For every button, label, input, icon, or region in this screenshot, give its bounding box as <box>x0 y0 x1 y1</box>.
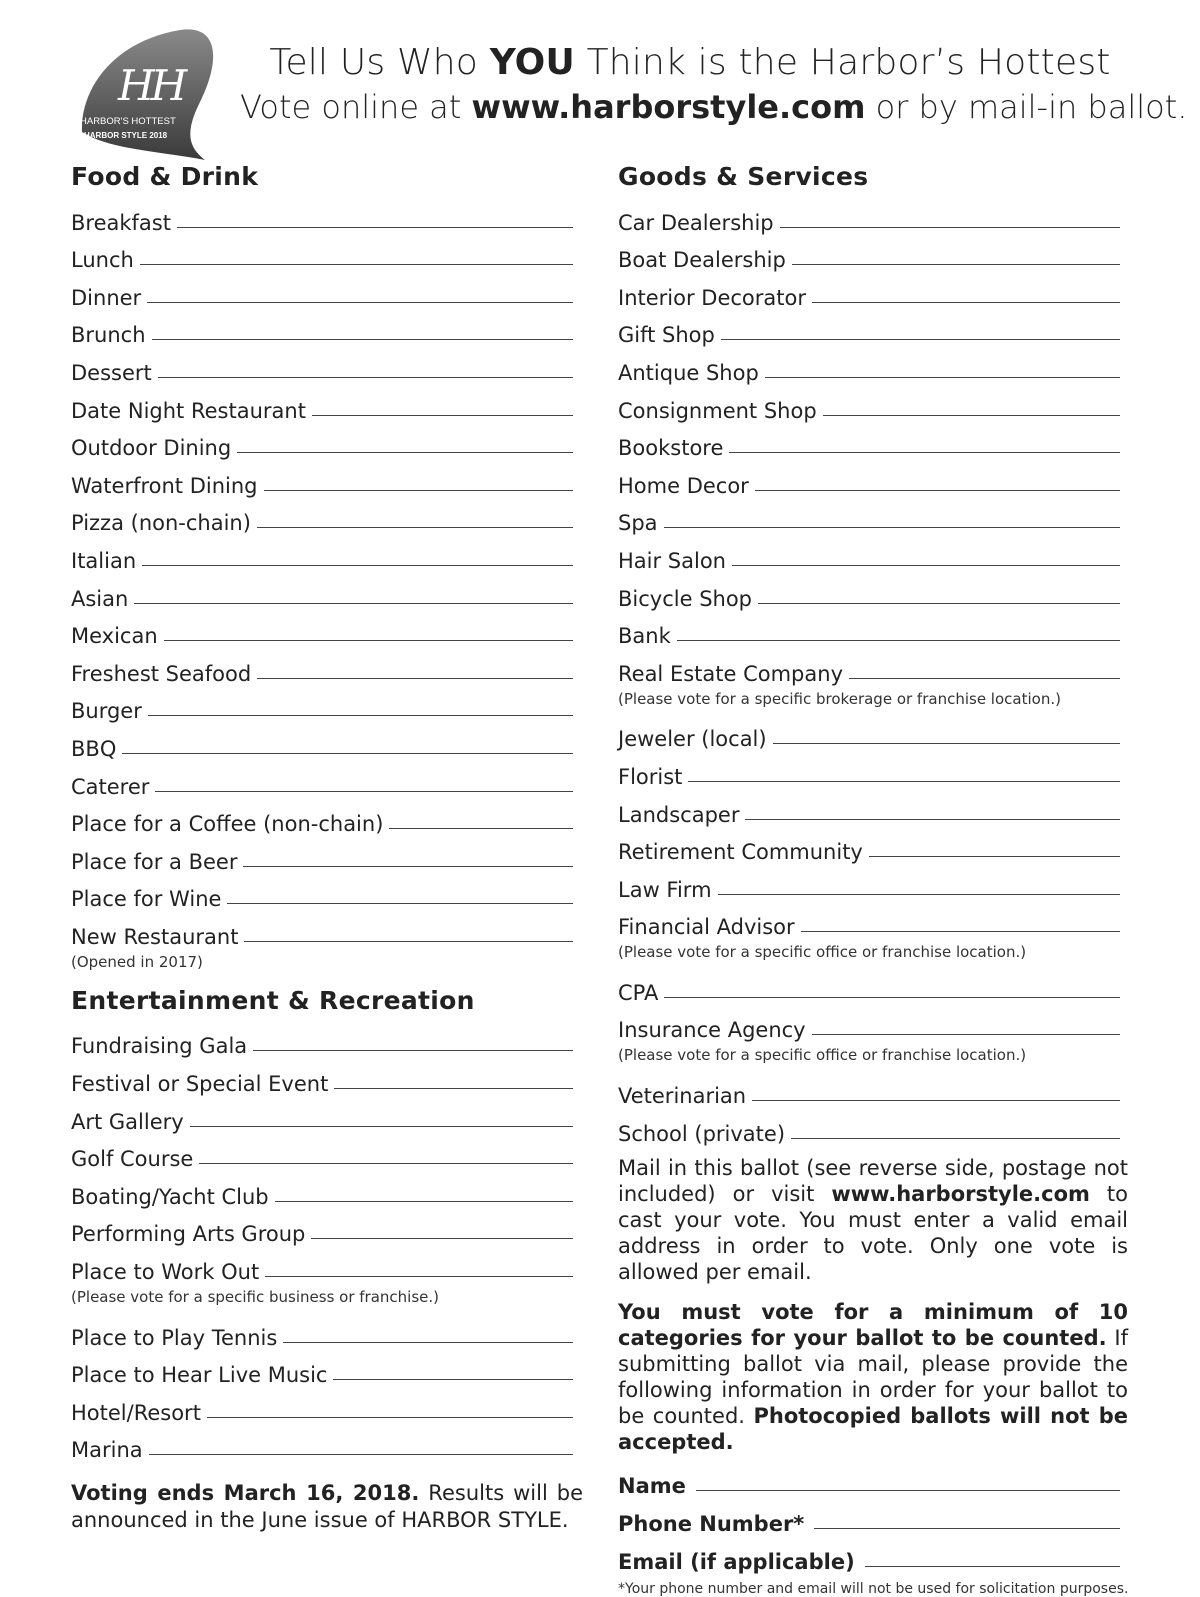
ballot-category-field[interactable] <box>618 574 1120 612</box>
ballot-category-field[interactable] <box>71 837 573 875</box>
category-label: Dinner <box>71 285 142 310</box>
vote-input-line[interactable] <box>243 865 573 867</box>
goods-list-c <box>618 968 1120 1043</box>
category-label: Place to Work Out <box>71 1260 260 1285</box>
category-label: Financial Advisor <box>618 915 795 940</box>
vote-input-line[interactable] <box>140 263 573 265</box>
vote-input-line[interactable] <box>264 489 574 491</box>
vote-input-line[interactable] <box>721 338 1120 340</box>
harbors-hottest-logo <box>70 22 220 162</box>
category-label: New Restaurant <box>71 924 239 949</box>
ballot-category-field[interactable] <box>71 687 573 725</box>
category-label: Boating/Yacht Club <box>71 1184 269 1209</box>
vote-input-line[interactable] <box>752 1099 1120 1101</box>
ballot-category-field[interactable] <box>618 828 1120 866</box>
vote-input-line[interactable] <box>812 1033 1120 1035</box>
category-label: Retirement Community <box>618 840 863 865</box>
ballot-category-field[interactable] <box>71 724 573 762</box>
category-label: CPA <box>618 980 659 1005</box>
voting-ends-text: Voting ends March 16, 2018. Results will be announced in the June issue of HARBOR STYLE. <box>71 1481 583 1532</box>
vote-input-line[interactable] <box>729 451 1120 453</box>
category-label: Landscaper <box>618 802 740 827</box>
category-label: Place for Wine <box>71 887 222 912</box>
entertainment-list-a <box>71 1022 573 1285</box>
category-label: Waterfront Dining <box>71 473 258 498</box>
vote-input-line[interactable] <box>664 996 1120 998</box>
category-label: Date Night Restaurant <box>71 398 306 423</box>
logo-monogram: HH <box>118 61 184 110</box>
category-label: Fundraising Gala <box>71 1034 248 1059</box>
vote-input-line[interactable] <box>265 1275 573 1277</box>
ballot-category-field[interactable] <box>71 1313 573 1351</box>
category-label: Pizza (non-chain) <box>71 511 251 536</box>
category-label: Interior Decorator <box>618 285 806 310</box>
new-restaurant-note: (Opened in 2017) <box>71 952 203 971</box>
vote-input-line[interactable] <box>257 526 573 528</box>
section-title-entertainment: Entertainment & Recreation <box>71 985 475 1015</box>
ballot-category-field[interactable] <box>618 1109 1120 1147</box>
vote-input-line[interactable] <box>312 414 573 416</box>
vote-input-line[interactable] <box>333 1378 573 1380</box>
headline-line1: Tell Us Who YOU Think is the Harbor’s Hottest <box>269 42 1111 83</box>
category-label: Law Firm <box>618 877 712 902</box>
vote-input-line[interactable] <box>801 930 1120 932</box>
ballot-category-field[interactable] <box>618 752 1120 790</box>
vote-input-line[interactable] <box>765 376 1120 378</box>
category-label: Boat Dealership <box>618 248 786 273</box>
category-label: Freshest Seafood <box>71 661 252 686</box>
work-out-note: (Please vote for a specific business or franchise.) <box>71 1288 440 1307</box>
category-label: Hair Salon <box>618 548 726 573</box>
category-label: Veterinarian <box>618 1084 747 1109</box>
category-label: Burger <box>71 699 142 724</box>
category-label: Golf Course <box>71 1147 194 1172</box>
vote-input-line[interactable] <box>389 827 573 829</box>
ballot-category-field[interactable] <box>618 348 1120 386</box>
vote-input-line[interactable] <box>677 639 1120 641</box>
email-label: Email (if applicable) <box>618 1549 855 1574</box>
ballot-category-field[interactable] <box>71 574 573 612</box>
vote-input-line[interactable] <box>142 564 573 566</box>
ballot-category-field[interactable] <box>71 273 573 311</box>
category-label: Antique Shop <box>618 360 759 385</box>
vote-input-line[interactable] <box>791 1137 1120 1139</box>
vote-input-line[interactable] <box>199 1162 573 1164</box>
category-label: Festival or Special Event <box>71 1072 329 1097</box>
ballot-category-field[interactable] <box>71 1247 573 1285</box>
ballot-category-field[interactable] <box>618 273 1120 311</box>
name-input-line[interactable] <box>696 1489 1120 1491</box>
vote-input-line[interactable] <box>134 602 573 604</box>
financial-advisor-note: (Please vote for a specific office or franchise location.) <box>618 943 1027 962</box>
vote-input-line[interactable] <box>147 301 573 303</box>
ballot-category-field[interactable] <box>71 1388 573 1426</box>
ballot-category-field[interactable] <box>618 236 1120 274</box>
category-label: Spa <box>618 511 658 536</box>
ballot-category-field[interactable] <box>71 912 573 950</box>
ballot-category-field[interactable] <box>71 762 573 800</box>
vote-input-line[interactable] <box>780 226 1120 228</box>
ballot-category-field[interactable] <box>618 649 1120 687</box>
vote-input-line[interactable] <box>773 742 1120 744</box>
category-label: Bookstore <box>618 436 724 461</box>
email-input-line[interactable] <box>865 1565 1120 1567</box>
vote-input-line[interactable] <box>664 526 1120 528</box>
category-label: Brunch <box>71 323 146 348</box>
ballot-category-field[interactable] <box>618 790 1120 828</box>
category-label: Insurance Agency <box>618 1018 806 1043</box>
entertainment-list-b <box>71 1313 573 1463</box>
name-label: Name <box>618 1473 686 1498</box>
phone-label: Phone Number* <box>618 1511 805 1536</box>
ballot-category-field[interactable] <box>71 198 573 236</box>
name-field[interactable] <box>618 1461 1120 1499</box>
ballot-category-field[interactable] <box>618 386 1120 424</box>
ballot-category-field[interactable] <box>71 424 573 462</box>
category-label: Italian <box>71 548 137 573</box>
vote-input-line[interactable] <box>253 1049 573 1051</box>
email-field[interactable] <box>618 1537 1120 1575</box>
ballot-category-field[interactable] <box>71 1210 573 1248</box>
ballot-category-field[interactable] <box>71 461 573 499</box>
category-label: Mexican <box>71 624 158 649</box>
vote-input-line[interactable] <box>311 1237 573 1239</box>
vote-input-line[interactable] <box>758 602 1120 604</box>
mail-instructions: Mail in this ballot (see reverse side, postage not included) or visit www.harborstyle.com to cast your vote. You must enter a valid email address in order to vote. Only one vote is allowed per email. <box>618 1155 1128 1284</box>
vote-input-line[interactable] <box>718 893 1120 895</box>
category-label: Jeweler (local) <box>618 727 767 752</box>
vote-input-line[interactable] <box>283 1341 573 1343</box>
ballot-category-field[interactable] <box>71 386 573 424</box>
category-label: Breakfast <box>71 210 171 235</box>
left-column <box>71 160 573 1463</box>
ballot-category-field[interactable] <box>71 236 573 274</box>
vote-input-line[interactable] <box>334 1087 573 1089</box>
category-label: Real Estate Company <box>618 661 843 686</box>
headline-line2: Vote online at www.harborstyle.com or by mail-in ballot. <box>240 88 1188 126</box>
ballot-category-field[interactable] <box>71 499 573 537</box>
ballot-category-field[interactable] <box>71 1426 573 1464</box>
category-label: Home Decor <box>618 473 749 498</box>
privacy-footnote: *Your phone number and email will not be used for solicitation purposes. <box>618 1580 1129 1597</box>
category-label: Car Dealership <box>618 210 774 235</box>
ballot-category-field[interactable] <box>71 800 573 838</box>
category-label: Gift Shop <box>618 323 715 348</box>
section-title-goods-services: Goods & Services <box>618 162 869 191</box>
goods-list-d <box>618 1071 1120 1146</box>
vote-input-line[interactable] <box>155 790 573 792</box>
vote-input-line[interactable] <box>812 301 1120 303</box>
ballot-category-field[interactable] <box>618 461 1120 499</box>
insurance-note: (Please vote for a specific office or franchise location.) <box>618 1046 1027 1065</box>
phone-field[interactable] <box>618 1499 1120 1537</box>
category-label: Marina <box>71 1438 143 1463</box>
ballot-category-field[interactable] <box>618 198 1120 236</box>
vote-input-line[interactable] <box>755 489 1120 491</box>
ballot-category-field[interactable] <box>618 715 1120 753</box>
vote-input-line[interactable] <box>122 752 573 754</box>
ballot-category-field[interactable] <box>618 499 1120 537</box>
ballot-category-field[interactable] <box>71 649 573 687</box>
logo-line2: HARBOR STYLE 2018 <box>84 131 168 140</box>
category-label: Art Gallery <box>71 1109 184 1134</box>
section-title-food-drink: Food & Drink <box>71 162 259 191</box>
vote-input-line[interactable] <box>148 714 573 716</box>
requirements-text: You must vote for a minimum of 10 categories for your ballot to be counted. If submitting ballot via mail, please provide the following information in order for your ballot to be counted. Photocopied ballots will not be accepted. <box>618 1299 1128 1454</box>
vote-input-line[interactable] <box>227 902 573 904</box>
vote-input-line[interactable] <box>745 818 1120 820</box>
phone-input-line[interactable] <box>814 1527 1120 1529</box>
ballot-category-field[interactable] <box>71 311 573 349</box>
ballot-category-field[interactable] <box>71 1172 573 1210</box>
ballot-category-field[interactable] <box>71 1097 573 1135</box>
category-label: Asian <box>71 586 129 611</box>
category-label: Place for a Beer <box>71 849 238 874</box>
vote-input-line[interactable] <box>823 414 1120 416</box>
ballot-category-field[interactable] <box>71 1135 573 1173</box>
vote-input-line[interactable] <box>257 677 573 679</box>
ballot-category-field[interactable] <box>618 311 1120 349</box>
ballot-category-field[interactable] <box>71 612 573 650</box>
ballot-category-field[interactable] <box>71 348 573 386</box>
vote-input-line[interactable] <box>275 1200 573 1202</box>
ballot-category-field[interactable] <box>618 536 1120 574</box>
ballot-category-field[interactable] <box>618 1006 1120 1044</box>
category-label: Place to Play Tennis <box>71 1325 278 1350</box>
ballot-category-field[interactable] <box>618 903 1120 941</box>
food-drink-list <box>71 198 573 950</box>
ballot-category-field[interactable] <box>618 612 1120 650</box>
goods-list-b <box>618 715 1120 941</box>
category-label: Consignment Shop <box>618 398 817 423</box>
vote-input-line[interactable] <box>732 564 1120 566</box>
category-label: Place for a Coffee (non-chain) <box>71 812 384 837</box>
category-label: Caterer <box>71 774 150 799</box>
vote-input-line[interactable] <box>688 780 1120 782</box>
ballot-category-field[interactable] <box>71 1351 573 1389</box>
vote-input-line[interactable] <box>237 451 573 453</box>
vote-input-line[interactable] <box>207 1416 573 1418</box>
vote-input-line[interactable] <box>158 376 573 378</box>
ballot-category-field[interactable] <box>618 865 1120 903</box>
vote-input-line[interactable] <box>190 1125 573 1127</box>
vote-input-line[interactable] <box>869 855 1120 857</box>
vote-input-line[interactable] <box>177 226 573 228</box>
category-label: Performing Arts Group <box>71 1222 306 1247</box>
category-label: Dessert <box>71 360 152 385</box>
category-label: Florist <box>618 764 683 789</box>
ballot-category-field[interactable] <box>71 1022 573 1060</box>
ballot-category-field[interactable] <box>71 875 573 913</box>
category-label: Lunch <box>71 248 134 273</box>
logo-line1: HARBOR'S HOTTEST <box>80 116 176 127</box>
ballot-category-field[interactable] <box>71 536 573 574</box>
vote-input-line[interactable] <box>792 263 1120 265</box>
vote-input-line[interactable] <box>152 338 573 340</box>
ballot-category-field[interactable] <box>618 968 1120 1006</box>
category-label: School (private) <box>618 1121 786 1146</box>
real-estate-note: (Please vote for a specific brokerage or franchise location.) <box>618 689 1061 708</box>
category-label: Outdoor Dining <box>71 436 232 461</box>
ballot-category-field[interactable] <box>618 424 1120 462</box>
ballot-category-field[interactable] <box>71 1059 573 1097</box>
category-label: Place to Hear Live Music <box>71 1363 328 1388</box>
goods-list-a <box>618 198 1120 687</box>
category-label: BBQ <box>71 736 117 761</box>
right-column <box>618 160 1129 1597</box>
ballot-category-field[interactable] <box>618 1071 1120 1109</box>
vote-input-line[interactable] <box>244 940 573 942</box>
vote-input-line[interactable] <box>149 1453 573 1455</box>
category-label: Bicycle Shop <box>618 586 753 611</box>
vote-input-line[interactable] <box>164 639 573 641</box>
category-label: Hotel/Resort <box>71 1400 201 1425</box>
category-label: Bank <box>618 624 671 649</box>
vote-input-line[interactable] <box>849 677 1120 679</box>
